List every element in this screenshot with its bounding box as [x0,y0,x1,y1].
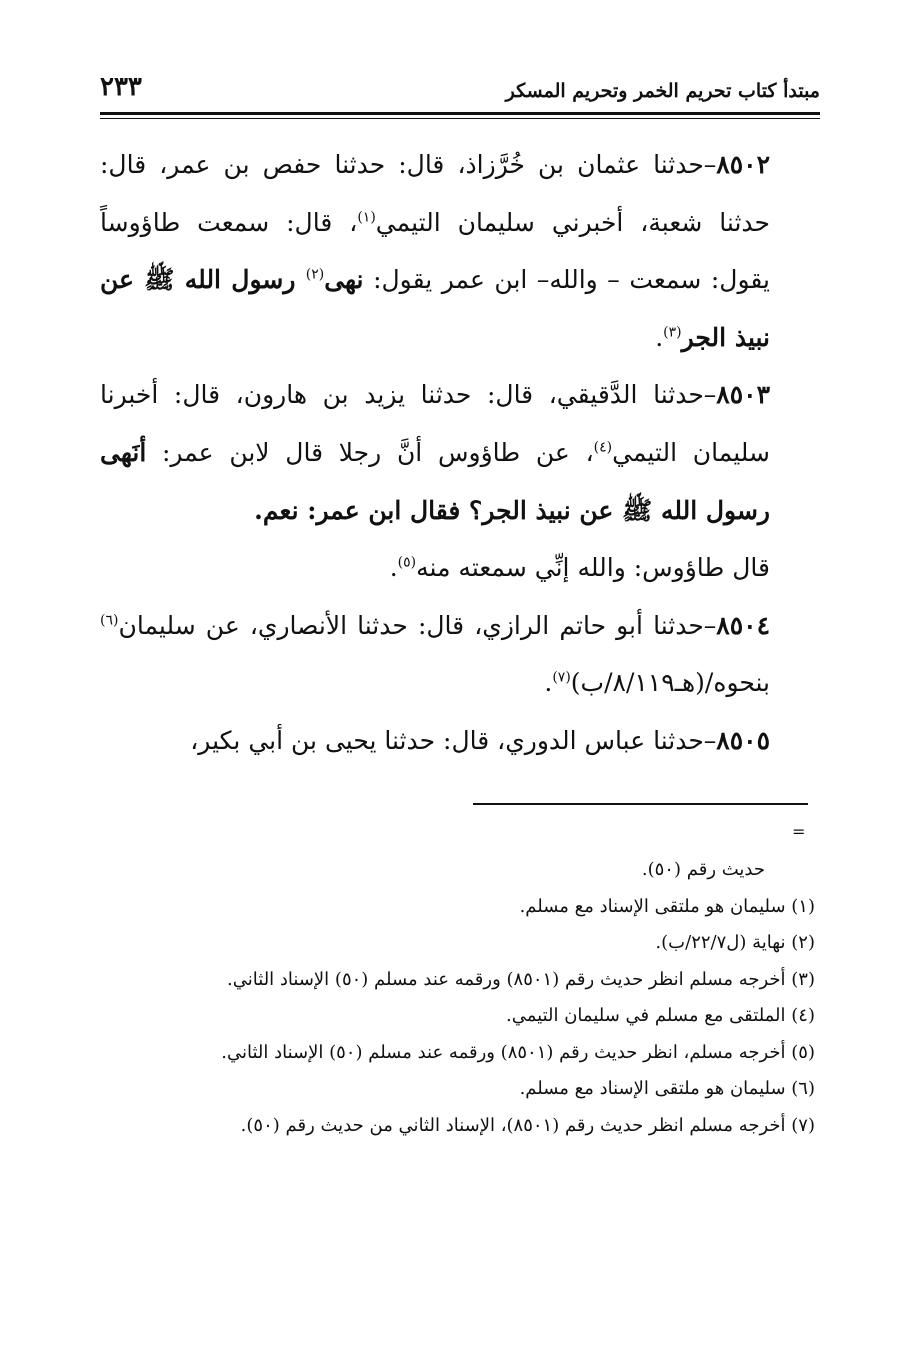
footnote-item: (٦) سليمان هو ملتقى الإسناد مع مسلم. [519,1078,815,1099]
hadith-text: –حدثنا الدَّقيقي، قال: حدثنا يزيد بن هارون، قال: أخبرنا سليمان التيمي [100,380,770,467]
hadith-number: ٨٥٠٤ [716,610,770,640]
hadith-end: . [389,553,398,583]
page-header [100,72,820,112]
hadith-end: . [544,668,553,698]
footnote-item: (٧) أخرجه مسلم انظر حديث رقم (٨٥٠١)، الإسناد الثاني من حديث رقم (٥٠). [240,1114,815,1136]
footnote-continuation-mark: = [792,822,806,841]
hadith-8502 [100,136,818,366]
main-text [100,136,818,770]
hadith-8503-comment [100,539,818,597]
footnotes [100,852,815,1144]
footnote-separator [473,803,808,805]
hadith-number: ٨٥٠٢ [716,150,770,179]
footnote-item: (٥) أخرجه مسلم، انظر حديث رقم (٨٥٠١) ورقمه عند مسلم (٥٠) الإسناد الثاني. [221,1041,815,1063]
running-title: مبتدأ كتاب تحريم الخمر وتحريم المسكر [505,80,820,102]
footnote-item: (٤) الملتقى مع مسلم في سليمان التيمي. [506,1005,815,1026]
footnote-continuation: حديث رقم (٥٠). [641,859,765,880]
footnote-ref: (٦) [100,612,119,629]
page-number: ٢٣٣ [100,72,142,102]
footnote-ref: (٥) [397,554,417,571]
footnote-ref: (٧) [552,670,571,687]
hadith-8503 [100,366,818,539]
footnote-ref: (٣) [663,324,682,341]
hadith-number: ٨٥٠٥ [716,725,770,755]
hadith-text: –حدثنا عباس الدوري، قال: حدثنا يحيى بن أبي بكير، [190,725,717,755]
footnote-ref: (٢) [305,266,325,283]
hadith-text: ، عن طاؤوس أنَّ رجلا قال لابن عمر: [146,437,594,467]
hadith-text: ، قال: سمعت طاؤوساً يقول: سمعت – والله– ابن عمر يقول: [100,207,770,295]
footnote-item: (١) سليمان هو ملتقى الإسناد مع مسلم. [519,895,815,917]
hadith-text: –حدثنا أبو حاتم الرازي، قال: حدثنا الأنصاري، عن سليمان [118,610,717,640]
hadith-text: قال طاؤوس: والله إنِّي سمعته منه [416,553,770,583]
header-rule-thin [100,118,820,119]
hadith-8505 [100,712,818,770]
hadith-8504 [100,597,818,712]
footnote-ref: (٤) [593,439,613,456]
hadith-matn: نهى [324,265,364,295]
header-rule-thick [100,112,820,115]
footnote-item: (٣) أخرجه مسلم انظر حديث رقم (٨٥٠١) ورقمه عند مسلم (٥٠) الإسناد الثاني. [227,968,815,990]
footnote-ref: (١) [357,209,376,226]
hadith-text: –حدثنا عثمان بن خُرَّزاذ، قال: حدثنا حفص بن عمر، قال: حدثنا شعبة، أخبرني سليمان التيمي [100,150,770,237]
hadith-number: ٨٥٠٣ [716,380,770,410]
hadith-matn: أنَهى رسول الله ﷺ عن نبيذ الجر؟ فقال ابن عمر: نعم. [100,437,770,525]
hadith-text: بنحوه/(هـ٨/١١٩/ب) [570,668,770,698]
footnote-item: (٢) نهاية (ل٢٢/٧/ب). [655,932,815,953]
hadith-end: . [655,322,664,352]
hadith-matn: رسول الله ﷺ عن نبيذ الجر [100,265,770,352]
